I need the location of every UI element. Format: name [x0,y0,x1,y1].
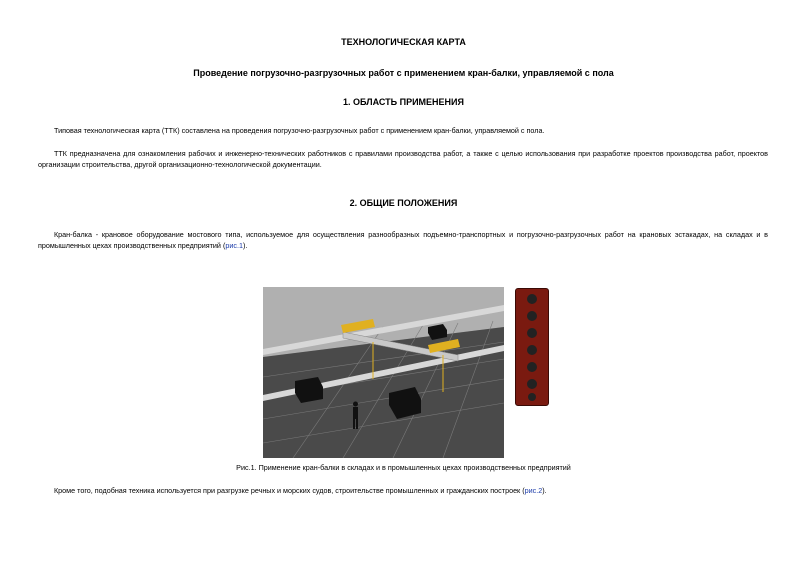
section1-heading: 1. ОБЛАСТЬ ПРИМЕНЕНИЯ [343,97,464,107]
section1-paragraph-1: Типовая технологическая карта (ТТК) составлена на проведения погрузочно-разгрузочных работ с применением кран-балки, управляемой с пола. [54,126,545,135]
figure-1-caption: Рис.1. Применение кран-балки в складах и в промышленных цехах производственных предприятий [236,463,571,472]
section1-paragraph-2: ТТК предназначена для ознакомления рабочих и инженерно-технических работников с правилами производства работ, а также с целью использования при разработке проектов производства работ, проектов организации строительства, другой организационно-технологической документации. [38,149,768,169]
section2-paragraph-2 [38,485,768,496]
document-subtitle: Проведение погрузочно-разгрузочных работ с применением кран-балки, управляемой с пола [193,68,614,78]
section2-paragraph-1 [38,229,768,251]
pendant-buttons [516,289,548,405]
figure-1-link[interactable]: рис.1 [225,241,243,250]
crane-scene-image [263,287,504,458]
pendant-control-image [515,288,549,406]
section2-paragraph-2-text: Кроме того, подобная техника используется при разгрузке речных и морских судов, строительстве промышленных и гражданских построек ( [54,486,525,495]
section2-paragraph-2-end: ). [542,486,547,495]
section2-paragraph-1-text: Кран-балка - крановое оборудование мостового типа, используемое для осуществления разнообразных подъемно-транспортных и погрузочно-разгрузочных работ на крановых эстакадах, на складах и в промышленных цехах производственных предприятий ( [38,230,768,250]
section2-heading: 2. ОБЩИЕ ПОЛОЖЕНИЯ [349,198,458,208]
crane-illustration [263,287,504,458]
figure-2-link[interactable]: рис.2 [524,486,543,495]
section2-paragraph-1-end: ). [242,241,248,250]
document-title: ТЕХНОЛОГИЧЕСКАЯ КАРТА [341,37,466,47]
